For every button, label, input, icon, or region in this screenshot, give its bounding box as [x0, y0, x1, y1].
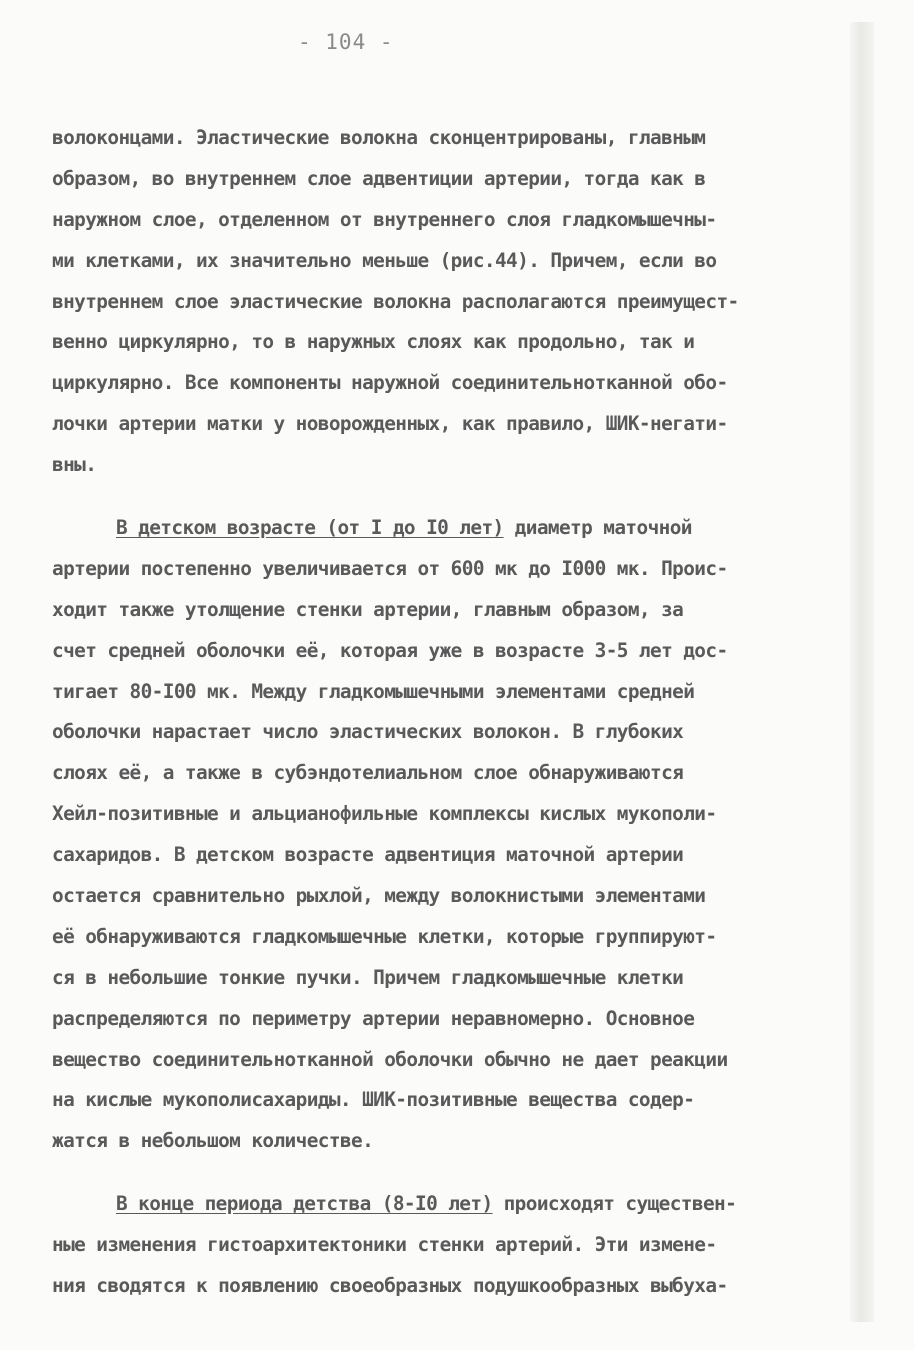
text-line: образом, во внутреннем слое адвентиции артерии, тогда как в [52, 166, 706, 190]
text-line: циркулярно. Все компоненты наружной соединительнотканной обо- [52, 371, 728, 395]
text-line: ми клетками, их значительно меньше (рис.44). Причем, если во [52, 248, 717, 272]
text-fragment: происходят существен- [492, 1192, 737, 1216]
text-line: ния сводятся к появлению своеобразных подушкообразных выбуха- [52, 1274, 728, 1298]
text-line: ся в небольшие тонкие пучки. Причем гладкомышечные клетки [52, 965, 684, 989]
paragraph-1 [52, 118, 832, 486]
text-line: ные изменения гистоархитектоники стенки артерий. Эти измене- [52, 1233, 717, 1257]
paragraph-gap [52, 486, 832, 508]
text-fragment: диаметр маточной [503, 516, 692, 540]
text-line: на кислые мукополисахариды. ШИК-позитивные вещества содер- [52, 1088, 695, 1112]
paragraph-gap [52, 1162, 832, 1184]
text-line: Хейл-позитивные и альцианофильные комплексы кислых мукополи- [52, 802, 717, 826]
text-line [52, 1184, 832, 1225]
text-line: счет средней оболочки её, которая уже в возрасте 3-5 лет дос- [52, 638, 728, 662]
text-line: тигает 80-I00 мк. Между гладкомышечными элементами средней [52, 679, 695, 703]
text-line: распределяются по периметру артерии неравномерно. Основное [52, 1006, 695, 1030]
text-line: артерии постепенно увеличивается от 600 мк до I000 мк. Проис- [52, 556, 728, 580]
paragraph-2 [52, 508, 832, 1162]
text-line: венно циркулярно, то в наружных слоях как продольно, так и [52, 330, 695, 354]
paragraph-3 [52, 1184, 832, 1307]
underlined-heading: В конце периода детства (8-I0 лет) [116, 1192, 493, 1216]
text-line: наружном слое, отделенном от внутреннего слоя гладкомышечны- [52, 207, 717, 231]
text-line: вны. [52, 453, 97, 477]
text-line: вещество соединительнотканной оболочки обычно не дает реакции [52, 1047, 728, 1071]
text-line: лочки артерии матки у новорожденных, как правило, ШИК-негати- [52, 412, 728, 436]
page-number: - 104 - [298, 30, 394, 54]
page-edge-shadow [850, 22, 874, 1322]
text-line: ходит также утолщение стенки артерии, главным образом, за [52, 597, 684, 621]
text-line: сахаридов. В детском возрасте адвентиция маточной артерии [52, 843, 684, 867]
text-line: внутреннем слое эластические волокна располагаются преимущест- [52, 289, 739, 313]
text-line: волоконцами. Эластические волокна сконцентрированы, главным [52, 126, 706, 149]
body-text [52, 118, 832, 1307]
text-line: слоях её, а также в субэндотелиальном слое обнаруживаются [52, 761, 684, 785]
text-line: жатся в небольшом количестве. [52, 1129, 374, 1153]
text-line: остается сравнительно рыхлой, между волокнистыми элементами [52, 884, 706, 908]
text-line: оболочки нарастает число эластических волокон. В глубоких [52, 720, 684, 744]
text-line [52, 508, 832, 549]
text-line: её обнаруживаются гладкомышечные клетки, которые группируют- [52, 924, 717, 948]
underlined-heading: В детском возрасте (от I до I0 лет) [116, 516, 504, 540]
